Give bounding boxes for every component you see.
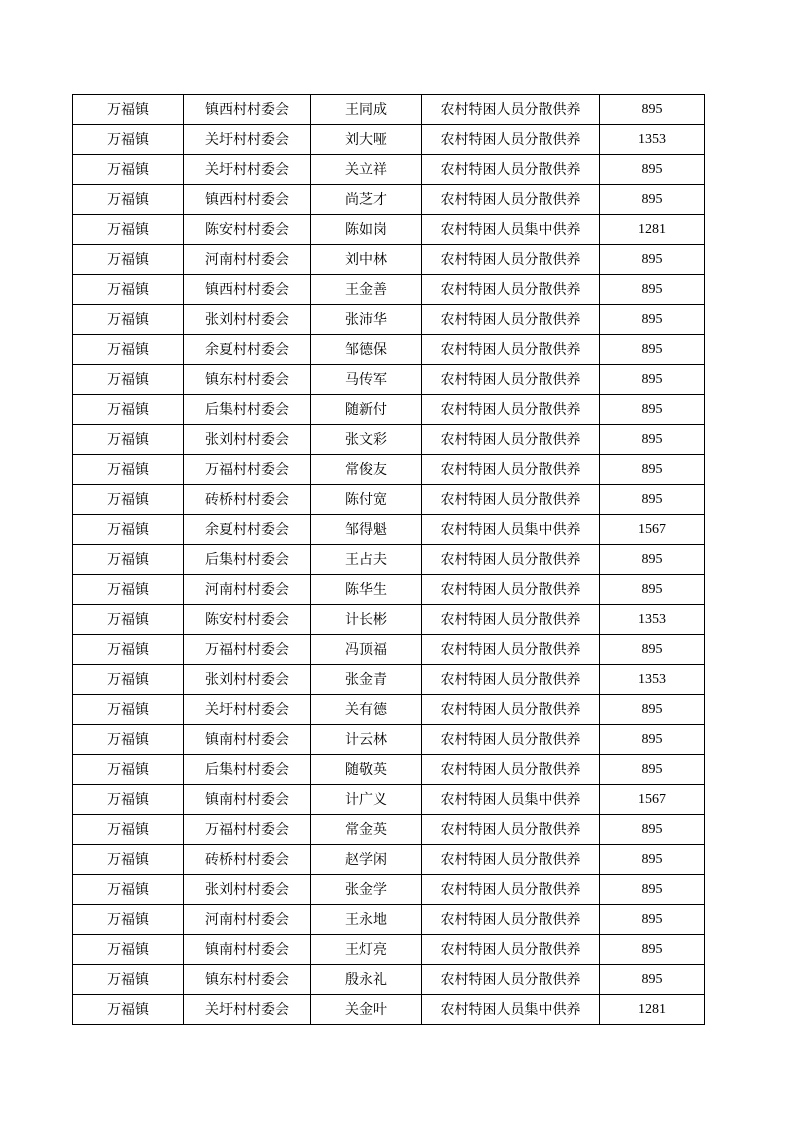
village-committee-cell: 万福村村委会	[184, 635, 311, 665]
amount-cell: 895	[600, 905, 705, 935]
village-committee-cell: 张刘村村委会	[184, 875, 311, 905]
amount-cell: 895	[600, 185, 705, 215]
person-name-cell: 王灯亮	[311, 935, 422, 965]
town-cell: 万福镇	[73, 635, 184, 665]
person-name-cell: 陈华生	[311, 575, 422, 605]
support-type-cell: 农村特困人员分散供养	[422, 635, 600, 665]
amount-cell: 895	[600, 455, 705, 485]
town-cell: 万福镇	[73, 125, 184, 155]
person-name-cell: 王占夫	[311, 545, 422, 575]
village-committee-cell: 砖桥村村委会	[184, 845, 311, 875]
person-name-cell: 随新付	[311, 395, 422, 425]
support-type-cell: 农村特困人员分散供养	[422, 485, 600, 515]
support-type-cell: 农村特困人员集中供养	[422, 995, 600, 1025]
table-row	[73, 515, 705, 545]
person-name-cell: 王同成	[311, 95, 422, 125]
town-cell: 万福镇	[73, 965, 184, 995]
amount-cell: 895	[600, 965, 705, 995]
amount-cell: 1567	[600, 515, 705, 545]
town-cell: 万福镇	[73, 305, 184, 335]
support-type-cell: 农村特困人员分散供养	[422, 575, 600, 605]
person-name-cell: 计长彬	[311, 605, 422, 635]
person-name-cell: 张文彩	[311, 425, 422, 455]
person-name-cell: 关有德	[311, 695, 422, 725]
table-row	[73, 155, 705, 185]
amount-cell: 1353	[600, 665, 705, 695]
table-row	[73, 785, 705, 815]
person-name-cell: 陈如岗	[311, 215, 422, 245]
support-type-cell: 农村特困人员分散供养	[422, 395, 600, 425]
village-committee-cell: 后集村村委会	[184, 395, 311, 425]
town-cell: 万福镇	[73, 335, 184, 365]
table-row	[73, 845, 705, 875]
town-cell: 万福镇	[73, 455, 184, 485]
support-type-cell: 农村特困人员分散供养	[422, 155, 600, 185]
support-type-cell: 农村特困人员分散供养	[422, 695, 600, 725]
amount-cell: 895	[600, 95, 705, 125]
support-type-cell: 农村特困人员分散供养	[422, 365, 600, 395]
person-name-cell: 冯顶福	[311, 635, 422, 665]
table-row	[73, 485, 705, 515]
table-row	[73, 665, 705, 695]
town-cell: 万福镇	[73, 545, 184, 575]
amount-cell: 895	[600, 305, 705, 335]
village-committee-cell: 镇南村村委会	[184, 725, 311, 755]
town-cell: 万福镇	[73, 245, 184, 275]
table-row	[73, 575, 705, 605]
village-committee-cell: 万福村村委会	[184, 455, 311, 485]
support-type-cell: 农村特困人员分散供养	[422, 275, 600, 305]
person-name-cell: 王永地	[311, 905, 422, 935]
table-row	[73, 995, 705, 1025]
amount-cell: 895	[600, 575, 705, 605]
village-committee-cell: 镇南村村委会	[184, 785, 311, 815]
town-cell: 万福镇	[73, 185, 184, 215]
village-committee-cell: 关圩村村委会	[184, 125, 311, 155]
person-name-cell: 常俊友	[311, 455, 422, 485]
support-type-cell: 农村特困人员集中供养	[422, 215, 600, 245]
table-row	[73, 305, 705, 335]
person-name-cell: 计广义	[311, 785, 422, 815]
support-type-cell: 农村特困人员分散供养	[422, 425, 600, 455]
town-cell: 万福镇	[73, 815, 184, 845]
person-name-cell: 随敬英	[311, 755, 422, 785]
village-committee-cell: 张刘村村委会	[184, 425, 311, 455]
amount-cell: 1353	[600, 125, 705, 155]
person-name-cell: 刘中林	[311, 245, 422, 275]
support-type-cell: 农村特困人员分散供养	[422, 665, 600, 695]
person-name-cell: 赵学闲	[311, 845, 422, 875]
person-name-cell: 刘大哑	[311, 125, 422, 155]
town-cell: 万福镇	[73, 425, 184, 455]
support-type-cell: 农村特困人员分散供养	[422, 125, 600, 155]
amount-cell: 895	[600, 935, 705, 965]
person-name-cell: 常金英	[311, 815, 422, 845]
person-name-cell: 关金叶	[311, 995, 422, 1025]
village-committee-cell: 镇南村村委会	[184, 935, 311, 965]
amount-cell: 895	[600, 845, 705, 875]
village-committee-cell: 关圩村村委会	[184, 695, 311, 725]
village-committee-cell: 关圩村村委会	[184, 995, 311, 1025]
support-type-cell: 农村特困人员分散供养	[422, 725, 600, 755]
village-committee-cell: 余夏村村委会	[184, 515, 311, 545]
table-row	[73, 695, 705, 725]
amount-cell: 895	[600, 425, 705, 455]
village-committee-cell: 河南村村委会	[184, 575, 311, 605]
table-row	[73, 875, 705, 905]
table-row	[73, 455, 705, 485]
amount-cell: 895	[600, 245, 705, 275]
table-row	[73, 635, 705, 665]
person-name-cell: 陈付宽	[311, 485, 422, 515]
amount-cell: 1567	[600, 785, 705, 815]
amount-cell: 895	[600, 725, 705, 755]
roster-table	[72, 94, 705, 1025]
roster-body	[73, 95, 705, 1025]
table-row	[73, 185, 705, 215]
town-cell: 万福镇	[73, 845, 184, 875]
village-committee-cell: 关圩村村委会	[184, 155, 311, 185]
town-cell: 万福镇	[73, 215, 184, 245]
amount-cell: 895	[600, 815, 705, 845]
village-committee-cell: 镇西村村委会	[184, 185, 311, 215]
town-cell: 万福镇	[73, 905, 184, 935]
support-type-cell: 农村特困人员分散供养	[422, 905, 600, 935]
village-committee-cell: 砖桥村村委会	[184, 485, 311, 515]
village-committee-cell: 陈安村村委会	[184, 605, 311, 635]
amount-cell: 1281	[600, 215, 705, 245]
table-row	[73, 935, 705, 965]
support-type-cell: 农村特困人员分散供养	[422, 95, 600, 125]
person-name-cell: 殷永礼	[311, 965, 422, 995]
town-cell: 万福镇	[73, 725, 184, 755]
amount-cell: 1353	[600, 605, 705, 635]
table-row	[73, 755, 705, 785]
town-cell: 万福镇	[73, 695, 184, 725]
person-name-cell: 张金青	[311, 665, 422, 695]
amount-cell: 895	[600, 875, 705, 905]
table-row	[73, 965, 705, 995]
town-cell: 万福镇	[73, 785, 184, 815]
person-name-cell: 张金学	[311, 875, 422, 905]
village-committee-cell: 后集村村委会	[184, 545, 311, 575]
town-cell: 万福镇	[73, 275, 184, 305]
village-committee-cell: 镇东村村委会	[184, 365, 311, 395]
table-row	[73, 95, 705, 125]
table-row	[73, 545, 705, 575]
support-type-cell: 农村特困人员集中供养	[422, 785, 600, 815]
village-committee-cell: 镇西村村委会	[184, 275, 311, 305]
village-committee-cell: 张刘村村委会	[184, 665, 311, 695]
person-name-cell: 张沛华	[311, 305, 422, 335]
support-type-cell: 农村特困人员分散供养	[422, 455, 600, 485]
table-row	[73, 725, 705, 755]
person-name-cell: 计云林	[311, 725, 422, 755]
amount-cell: 895	[600, 695, 705, 725]
table-row	[73, 245, 705, 275]
town-cell: 万福镇	[73, 935, 184, 965]
town-cell: 万福镇	[73, 995, 184, 1025]
town-cell: 万福镇	[73, 575, 184, 605]
table-row	[73, 395, 705, 425]
person-name-cell: 马传军	[311, 365, 422, 395]
amount-cell: 895	[600, 365, 705, 395]
town-cell: 万福镇	[73, 605, 184, 635]
support-type-cell: 农村特困人员分散供养	[422, 965, 600, 995]
support-type-cell: 农村特困人员分散供养	[422, 185, 600, 215]
person-name-cell: 邹得魁	[311, 515, 422, 545]
village-committee-cell: 镇西村村委会	[184, 95, 311, 125]
village-committee-cell: 余夏村村委会	[184, 335, 311, 365]
town-cell: 万福镇	[73, 365, 184, 395]
town-cell: 万福镇	[73, 95, 184, 125]
support-type-cell: 农村特困人员分散供养	[422, 335, 600, 365]
amount-cell: 895	[600, 755, 705, 785]
table-row	[73, 905, 705, 935]
table-row	[73, 365, 705, 395]
town-cell: 万福镇	[73, 875, 184, 905]
support-type-cell: 农村特困人员分散供养	[422, 245, 600, 275]
support-type-cell: 农村特困人员集中供养	[422, 515, 600, 545]
village-committee-cell: 河南村村委会	[184, 245, 311, 275]
town-cell: 万福镇	[73, 665, 184, 695]
amount-cell: 895	[600, 545, 705, 575]
amount-cell: 895	[600, 485, 705, 515]
town-cell: 万福镇	[73, 515, 184, 545]
person-name-cell: 尚芝才	[311, 185, 422, 215]
support-type-cell: 农村特困人员分散供养	[422, 605, 600, 635]
table-row	[73, 335, 705, 365]
amount-cell: 1281	[600, 995, 705, 1025]
amount-cell: 895	[600, 395, 705, 425]
town-cell: 万福镇	[73, 155, 184, 185]
village-committee-cell: 河南村村委会	[184, 905, 311, 935]
support-type-cell: 农村特困人员分散供养	[422, 935, 600, 965]
table-row	[73, 605, 705, 635]
amount-cell: 895	[600, 155, 705, 185]
town-cell: 万福镇	[73, 395, 184, 425]
support-type-cell: 农村特困人员分散供养	[422, 545, 600, 575]
town-cell: 万福镇	[73, 485, 184, 515]
person-name-cell: 王金善	[311, 275, 422, 305]
table-row	[73, 215, 705, 245]
support-type-cell: 农村特困人员分散供养	[422, 305, 600, 335]
town-cell: 万福镇	[73, 755, 184, 785]
table-row	[73, 125, 705, 155]
village-committee-cell: 张刘村村委会	[184, 305, 311, 335]
village-committee-cell: 后集村村委会	[184, 755, 311, 785]
support-type-cell: 农村特困人员分散供养	[422, 815, 600, 845]
table-row	[73, 275, 705, 305]
table-row	[73, 815, 705, 845]
village-committee-cell: 万福村村委会	[184, 815, 311, 845]
person-name-cell: 邹德保	[311, 335, 422, 365]
amount-cell: 895	[600, 275, 705, 305]
person-name-cell: 关立祥	[311, 155, 422, 185]
village-committee-cell: 镇东村村委会	[184, 965, 311, 995]
table-row	[73, 425, 705, 455]
support-type-cell: 农村特困人员分散供养	[422, 875, 600, 905]
amount-cell: 895	[600, 335, 705, 365]
support-type-cell: 农村特困人员分散供养	[422, 755, 600, 785]
amount-cell: 895	[600, 635, 705, 665]
support-type-cell: 农村特困人员分散供养	[422, 845, 600, 875]
village-committee-cell: 陈安村村委会	[184, 215, 311, 245]
